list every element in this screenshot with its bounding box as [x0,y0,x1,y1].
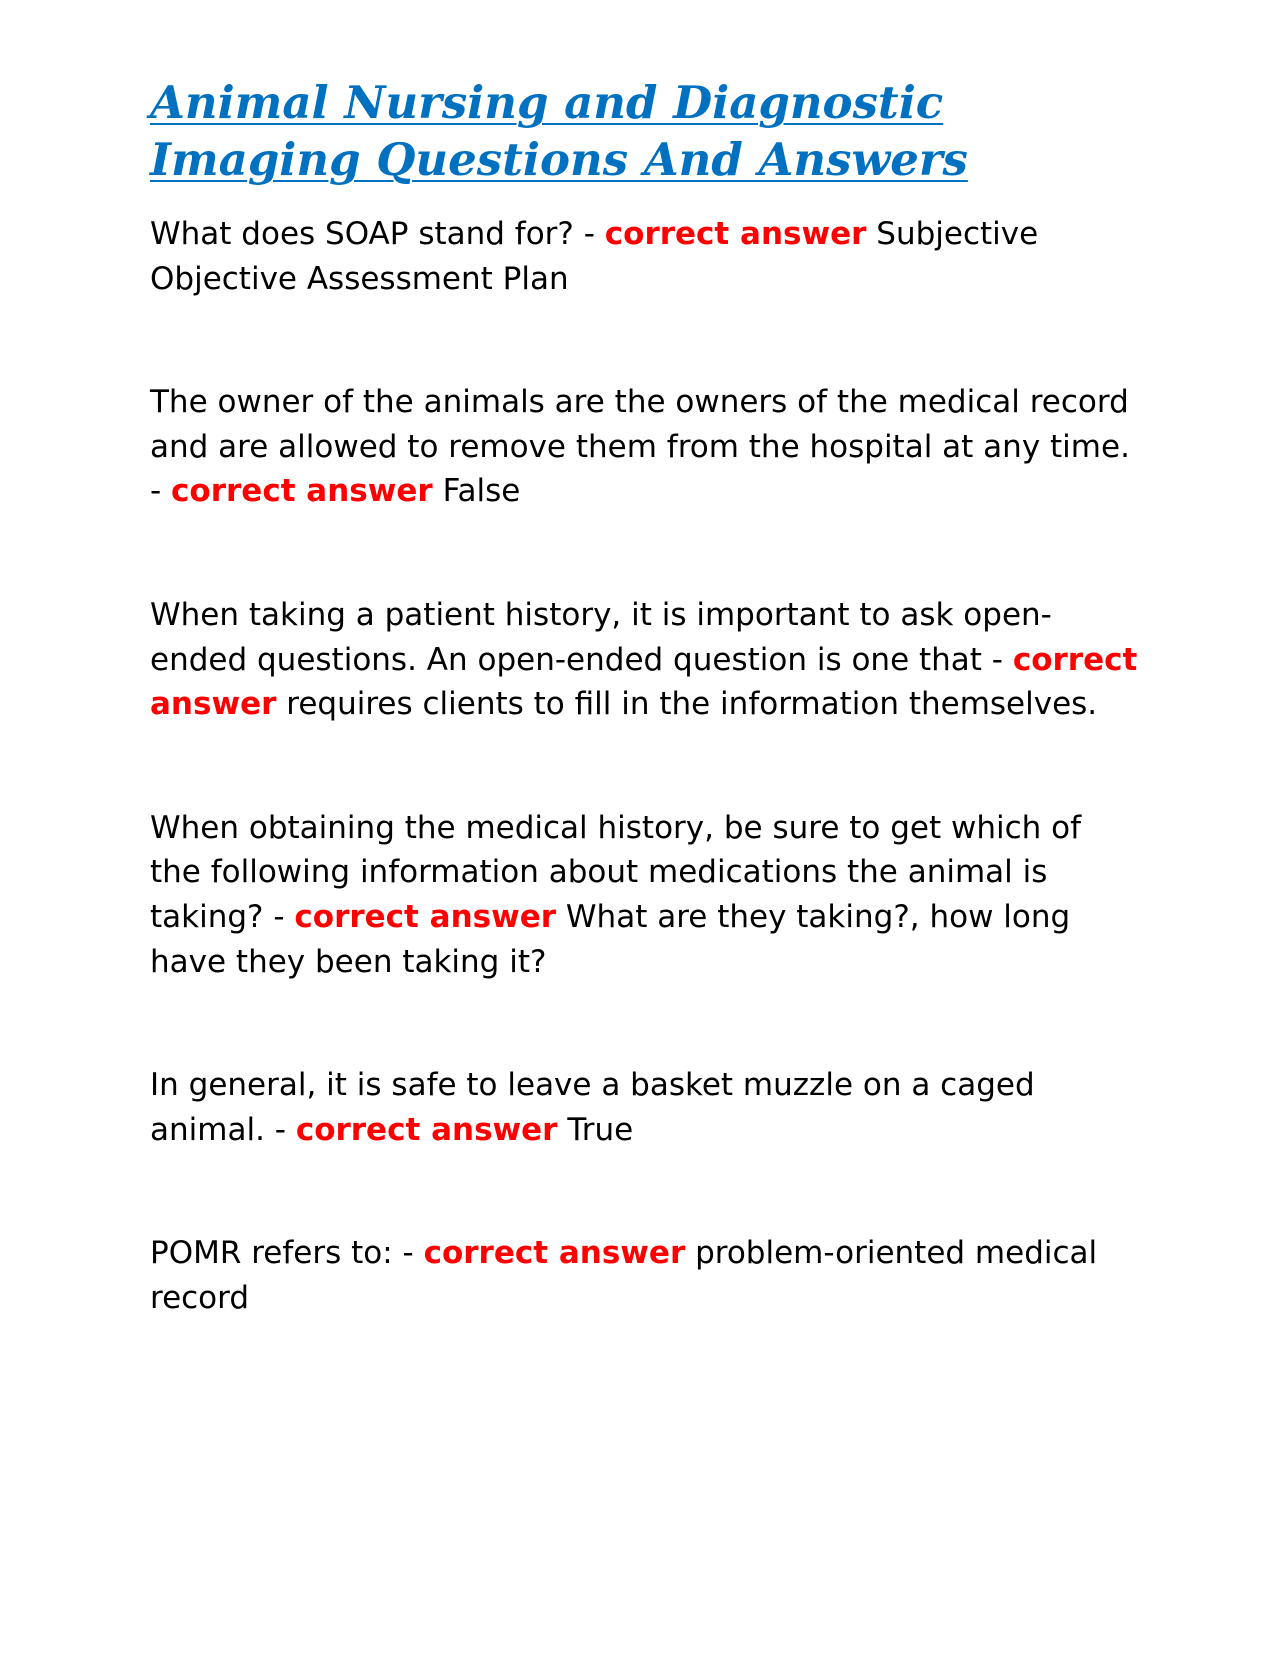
question-text: The owner of the animals are the owners of the medical record and are allowed to remove them from the hospital at any time. - [150,384,1130,510]
qa-item-4 [150,806,1140,984]
qa-item-3 [150,593,1140,727]
question-text: What does SOAP stand for? - [150,216,605,252]
answer-label: correct answer [604,216,867,252]
answer-label: correct answer [171,473,433,510]
answer-label: correct answer [295,1111,558,1148]
question-text: When obtaining the medical history, be sure to get which of the following information about medications the animal is taking? - [150,809,1082,935]
document-title[interactable]: Animal Nursing and Diagnostic Imaging Questions And Answers [150,76,968,186]
qa-item-2 [150,380,1140,514]
answer-text: problem-oriented medical record [150,1235,1098,1316]
answer-label: correct answer [294,898,557,935]
question-text: In general, it is safe to leave a basket muzzle on a caged animal. - [150,1067,1035,1148]
qa-item-6 [150,1231,1140,1320]
answer-label: correct answer [423,1235,686,1272]
answer-text: What are they taking?, how long have they been taking it? [150,898,1071,980]
qa-item-5 [150,1063,1140,1152]
qa-item-1 [150,212,1140,301]
document-page [150,74,1140,1400]
answer-text: False [442,473,521,510]
answer-text: requires clients to fill in the information themselves. [286,686,1098,723]
answer-text: Subjective Objective Assessment Plan [150,216,1039,297]
answer-label: correct answer [150,641,1138,723]
answer-text: True [567,1111,634,1148]
question-text: When taking a patient history, it is important to ask open-ended questions. An open-ended question is one that - [150,596,1052,678]
question-text: POMR refers to: - [150,1235,424,1272]
qa-list [150,212,1140,1321]
